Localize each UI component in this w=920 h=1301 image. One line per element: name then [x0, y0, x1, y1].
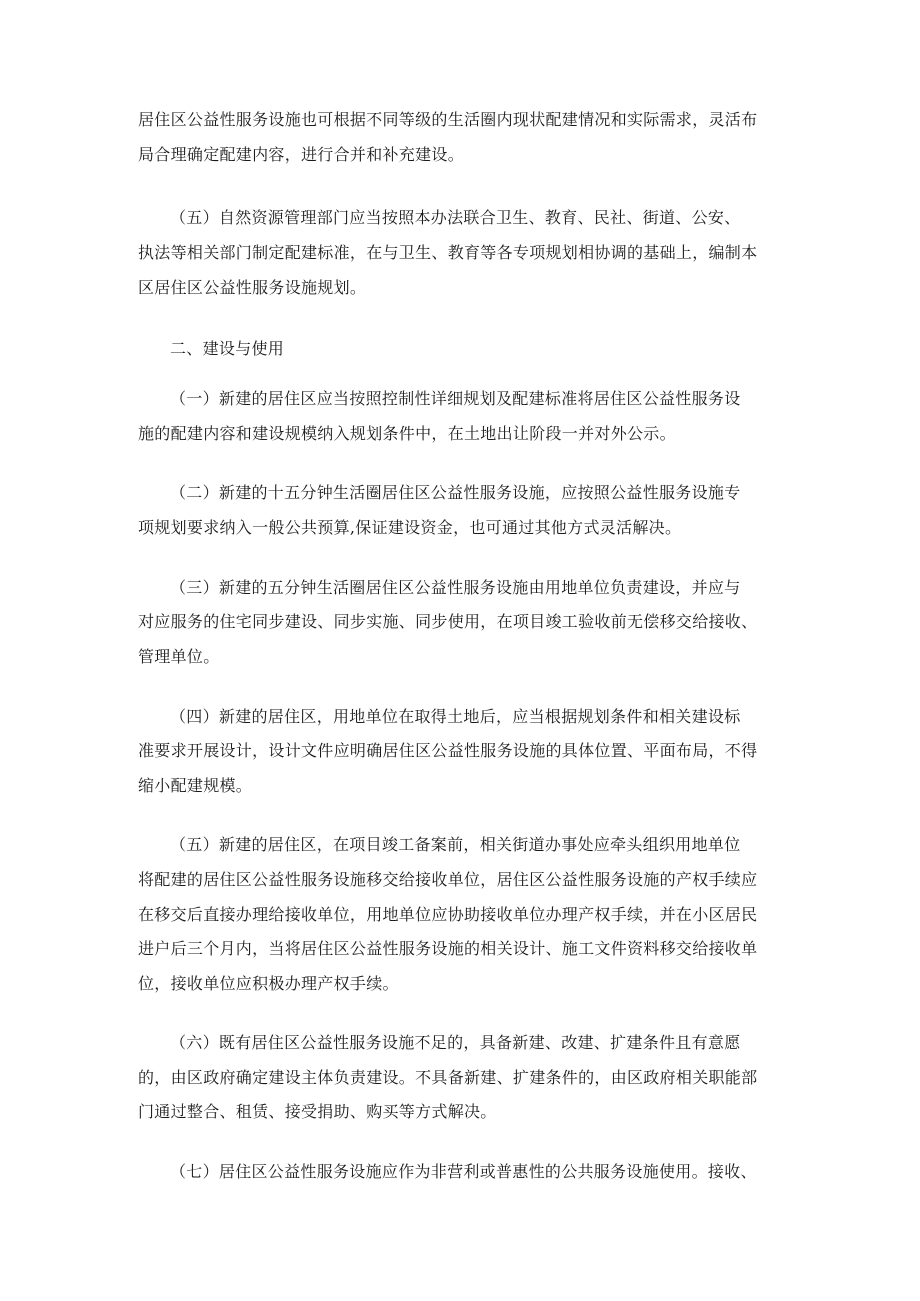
paragraph-line: 位，接收单位应积极办理产权手续。	[138, 974, 399, 993]
paragraph-line: 对应服务的住宅同步建设、同步实施、同步使用，在项目竣工验收前无偿移交给接收、	[138, 612, 758, 631]
paragraph-line: 居住区公益性服务设施也可根据不同等级的生活圈内现状配建情况和实际需求，灵活布	[138, 110, 758, 129]
paragraph-line: （六）既有居住区公益性服务设施不足的，具备新建、改建、扩建条件且有意愿	[170, 1033, 741, 1052]
paragraph-line: （一）新建的居住区应当按照控制性详细规划及配建标准将居住区公益性服务设	[170, 389, 741, 408]
paragraph-line: （三）新建的五分钟生活圈居住区公益性服务设施由用地单位负责建设，并应与	[170, 578, 741, 597]
paragraph-line: （四）新建的居住区，用地单位在取得土地后，应当根据规划条件和相关建设标	[170, 707, 741, 726]
paragraph-line: 的，由区政府确定建设主体负责建设。不具备新建、扩建条件的，由区政府相关职能部	[138, 1068, 758, 1087]
paragraph-line: 在移交后直接办理给接收单位，用地单位应协助接收单位办理产权手续，并在小区居民	[138, 905, 758, 924]
paragraph-line: 项规划要求纳入一般公共预算,保证建设资金，也可通过其他方式灵活解决。	[138, 518, 682, 537]
paragraph-line: 施的配建内容和建设规模纳入规划条件中，在土地出让阶段一并对外公示。	[138, 424, 676, 443]
paragraph-line: 门通过整合、租赁、接受捐助、购买等方式解决。	[138, 1102, 497, 1121]
paragraph-line: 执法等相关部门制定配建标准，在与卫生、教育等各专项规划相协调的基础上，编制本	[138, 243, 758, 262]
paragraph-line: 进户后三个月内，当将居住区公益性服务设施的相关设计、施工文件资料移交给接收单	[138, 939, 758, 958]
paragraph-line: 将配建的居住区公益性服务设施移交给接收单位，居住区公益性服务设施的产权手续应	[138, 870, 758, 889]
section-heading: 二、建设与使用	[170, 339, 285, 358]
paragraph-line: 局合理确定配建内容，进行合并和补充建设。	[138, 145, 465, 164]
paragraph-line: 缩小配建规模。	[138, 776, 253, 795]
paragraph-line: （五）新建的居住区，在项目竣工备案前，相关街道办事处应牵头组织用地单位	[170, 835, 741, 854]
paragraph-line: （五）自然资源管理部门应当按照本办法联合卫生、教育、民社、街道、公安、	[170, 208, 741, 227]
paragraph-line: （七）居住区公益性服务设施应作为非营利或普惠性的公共服务设施使用。接收、	[170, 1162, 757, 1181]
paragraph-line: 管理单位。	[138, 647, 220, 666]
paragraph-line: （二）新建的十五分钟生活圈居住区公益性服务设施，应按照公益性服务设施专	[170, 483, 741, 502]
paragraph-line: 区居住区公益性服务设施规划。	[138, 278, 367, 297]
paragraph-line: 准要求开展设计，设计文件应明确居住区公益性服务设施的具体位置、平面布局，不得	[138, 741, 758, 760]
